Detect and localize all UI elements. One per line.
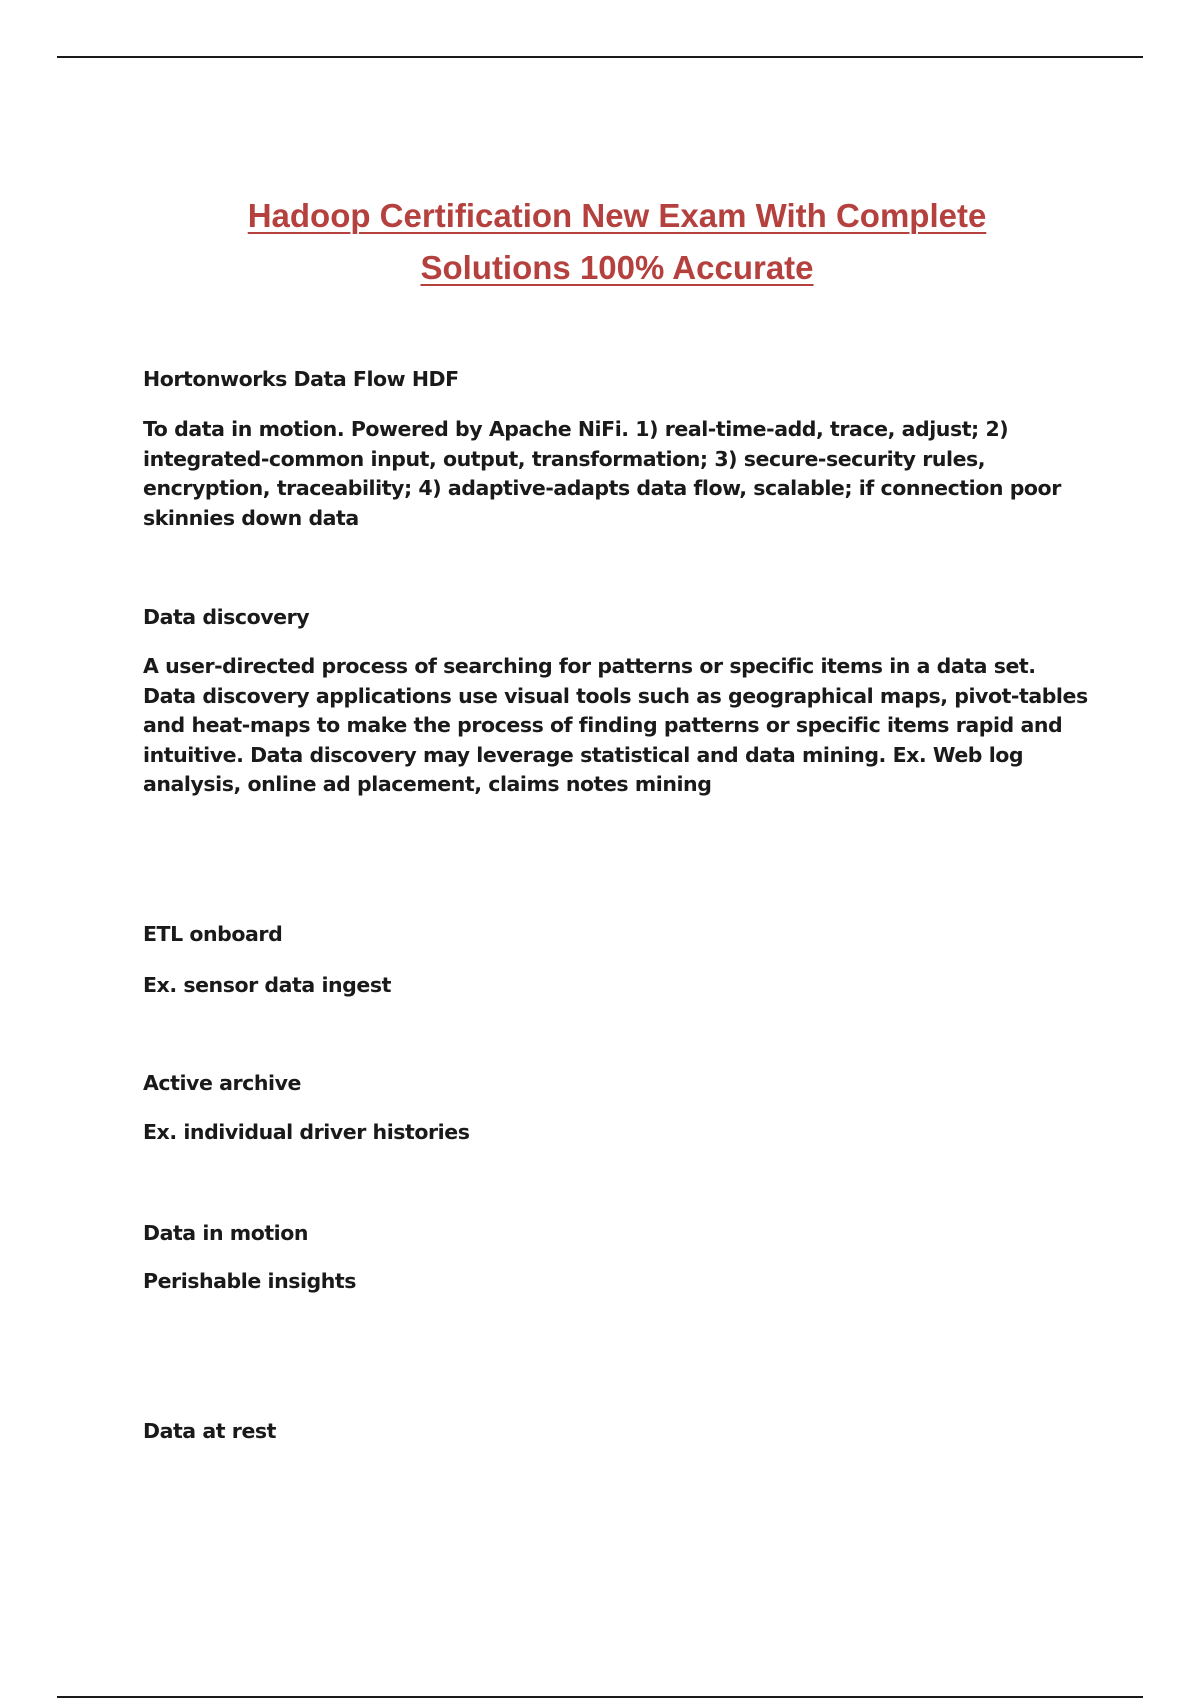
term-etl-onboard: ETL onboard bbox=[143, 922, 283, 946]
definition-data-discovery: A user-directed process of searching for patterns or specific items in a data set. Data discovery applications use visual tools such as geographical maps, pivot-tables and heat-maps to make the process of finding patterns or specific items rapid and intuitive. Data discovery may leverage statistical and data mining. Ex. Web log analysis, online ad placement, claims notes mining bbox=[143, 654, 1088, 796]
definition-active-archive: Ex. individual driver histories bbox=[143, 1120, 470, 1144]
definition-etl-onboard: Ex. sensor data ingest bbox=[143, 973, 391, 997]
definition-data-in-motion: Perishable insights bbox=[143, 1269, 357, 1293]
document-title-line-2: Solutions 100% Accurate bbox=[420, 249, 814, 286]
bottom-rule bbox=[57, 1696, 1143, 1698]
term-data-in-motion: Data in motion bbox=[143, 1221, 309, 1245]
term-active-archive: Active archive bbox=[143, 1071, 301, 1095]
term-data-at-rest: Data at rest bbox=[143, 1419, 277, 1443]
document-title-line-1: Hadoop Certification New Exam With Complete bbox=[247, 197, 987, 234]
definition-hortonworks-data-flow: To data in motion. Powered by Apache NiFi. 1) real-time-add, trace, adjust; 2) integrated-common input, output, transformation; 3) secure-security rules, encryption, traceability; 4) adaptive-adapts data flow, scalable; if connection poor skinnies down data bbox=[143, 417, 1061, 530]
top-rule bbox=[57, 56, 1143, 58]
term-data-discovery: Data discovery bbox=[143, 605, 310, 629]
term-hortonworks-data-flow: Hortonworks Data Flow HDF bbox=[143, 367, 459, 391]
